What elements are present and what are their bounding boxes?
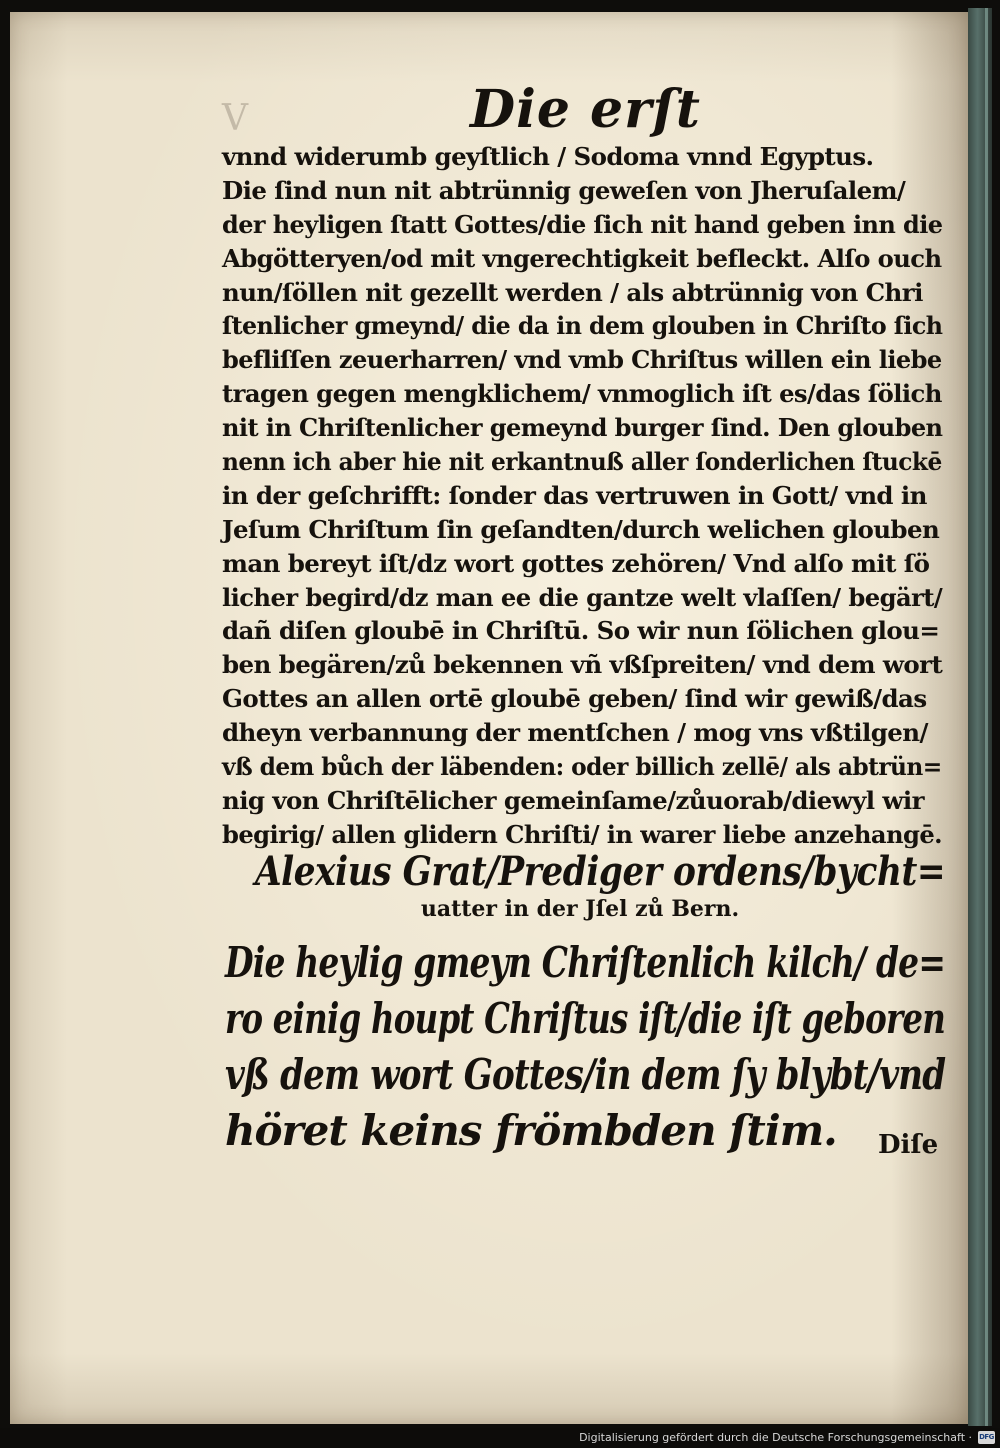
text-line: Die ſind nun nit abtrünnig geweſen von Jheruſalem/ bbox=[222, 175, 906, 205]
text-line: dañ diſen gloubē in Chriſtū. So wir nun ſölichen glou= bbox=[222, 616, 940, 646]
text-line: in der geſchrifft: ſonder das vertruwen in Gott/ vnd in bbox=[222, 480, 927, 510]
text-line: Abgötteryen/od mit vngerechtigkeit befleckt. Alſo ouch bbox=[222, 243, 942, 273]
body-text bbox=[222, 140, 942, 852]
text-line: tragen gegen mengklichem/ vnmoglich iſt es/das ſölich bbox=[222, 379, 942, 409]
book-edge-highlight bbox=[985, 8, 988, 1426]
section-subheading: uatter in der Jſel zů Bern. bbox=[420, 896, 740, 922]
text-line: befliſſen zeuerharren/ vnd vmb Chriſtus willen ein liebe bbox=[222, 345, 942, 375]
text-line: begirig/ allen glidern Chriſti/ in warer liebe anzehangē. bbox=[222, 819, 943, 849]
text-line: vß dem bůch der läbenden: oder billich zellē/ als abtrün= bbox=[222, 752, 942, 782]
book-edge bbox=[968, 8, 992, 1426]
text-line: Jeſum Chriſtum ſin geſandten/durch welichen glouben bbox=[222, 514, 940, 544]
funding-notice: Digitalisierung gefördert durch die Deutsche Forschungsgemeinschaft · bbox=[579, 1431, 972, 1444]
catchword: Diſe bbox=[878, 1130, 939, 1160]
text-line: dheyn verbannung der mentſchen / mog vns vßtilgen/ bbox=[222, 718, 928, 748]
text-line: Gottes an allen ortē gloubē geben/ ſind wir gewiß/das bbox=[222, 684, 927, 714]
text-line: der heyligen ſtatt Gottes/die ſich nit hand geben inn die bbox=[222, 209, 943, 239]
dfg-logo-text: DFG bbox=[979, 1433, 994, 1441]
running-head: Die erſt bbox=[470, 79, 701, 140]
large-text-block bbox=[225, 935, 945, 1159]
large-text-line: höret keins frömbden ſtim. bbox=[225, 1106, 837, 1155]
dfg-logo-icon bbox=[978, 1431, 995, 1444]
text-line: licher begird/dz man ee die gantze welt vlaſſen/ begärt/ bbox=[222, 582, 943, 612]
text-line: nenn ich aber hie nit erkantnuß aller ſonderlichen ſtuckē bbox=[222, 447, 942, 477]
text-line: nig von Chriſtēlicher gemeinſame/zůuorab/diewyl wir bbox=[222, 785, 924, 815]
large-text-line: Die heylig gmeyn Chriſtenlich kilch/ de= bbox=[225, 938, 946, 987]
large-text-line: ro einig houpt Chriſtus iſt/die iſt geboren bbox=[225, 994, 946, 1043]
text-line: nit in Chriſtenlicher gemeynd burger ſind. Den glouben bbox=[222, 413, 943, 443]
text-line: ſtenlicher gmeynd/ die da in dem glouben in Chriſto ſich bbox=[222, 311, 943, 341]
large-text-line: vß dem wort Gottes/in dem ſy blybt/vnd bbox=[225, 1050, 946, 1099]
text-line: vnnd widerumb geyſtlich / Sodoma vnnd Egyptus. bbox=[222, 142, 874, 171]
section-heading: Alexius Grat/Prediger ordens/bycht= bbox=[255, 848, 946, 895]
text-line: ben begären/zů bekennen vñ vßſpreiten/ vnd dem wort bbox=[222, 650, 943, 680]
text-line: man bereyt iſt/dz wort gottes zehören/ Vnd alſo mit ſö bbox=[222, 548, 930, 578]
text-line: nun/ſöllen nit gezellt werden / als abtrünnig von Chri bbox=[222, 277, 923, 307]
faint-show-through-mark: V bbox=[222, 98, 248, 139]
